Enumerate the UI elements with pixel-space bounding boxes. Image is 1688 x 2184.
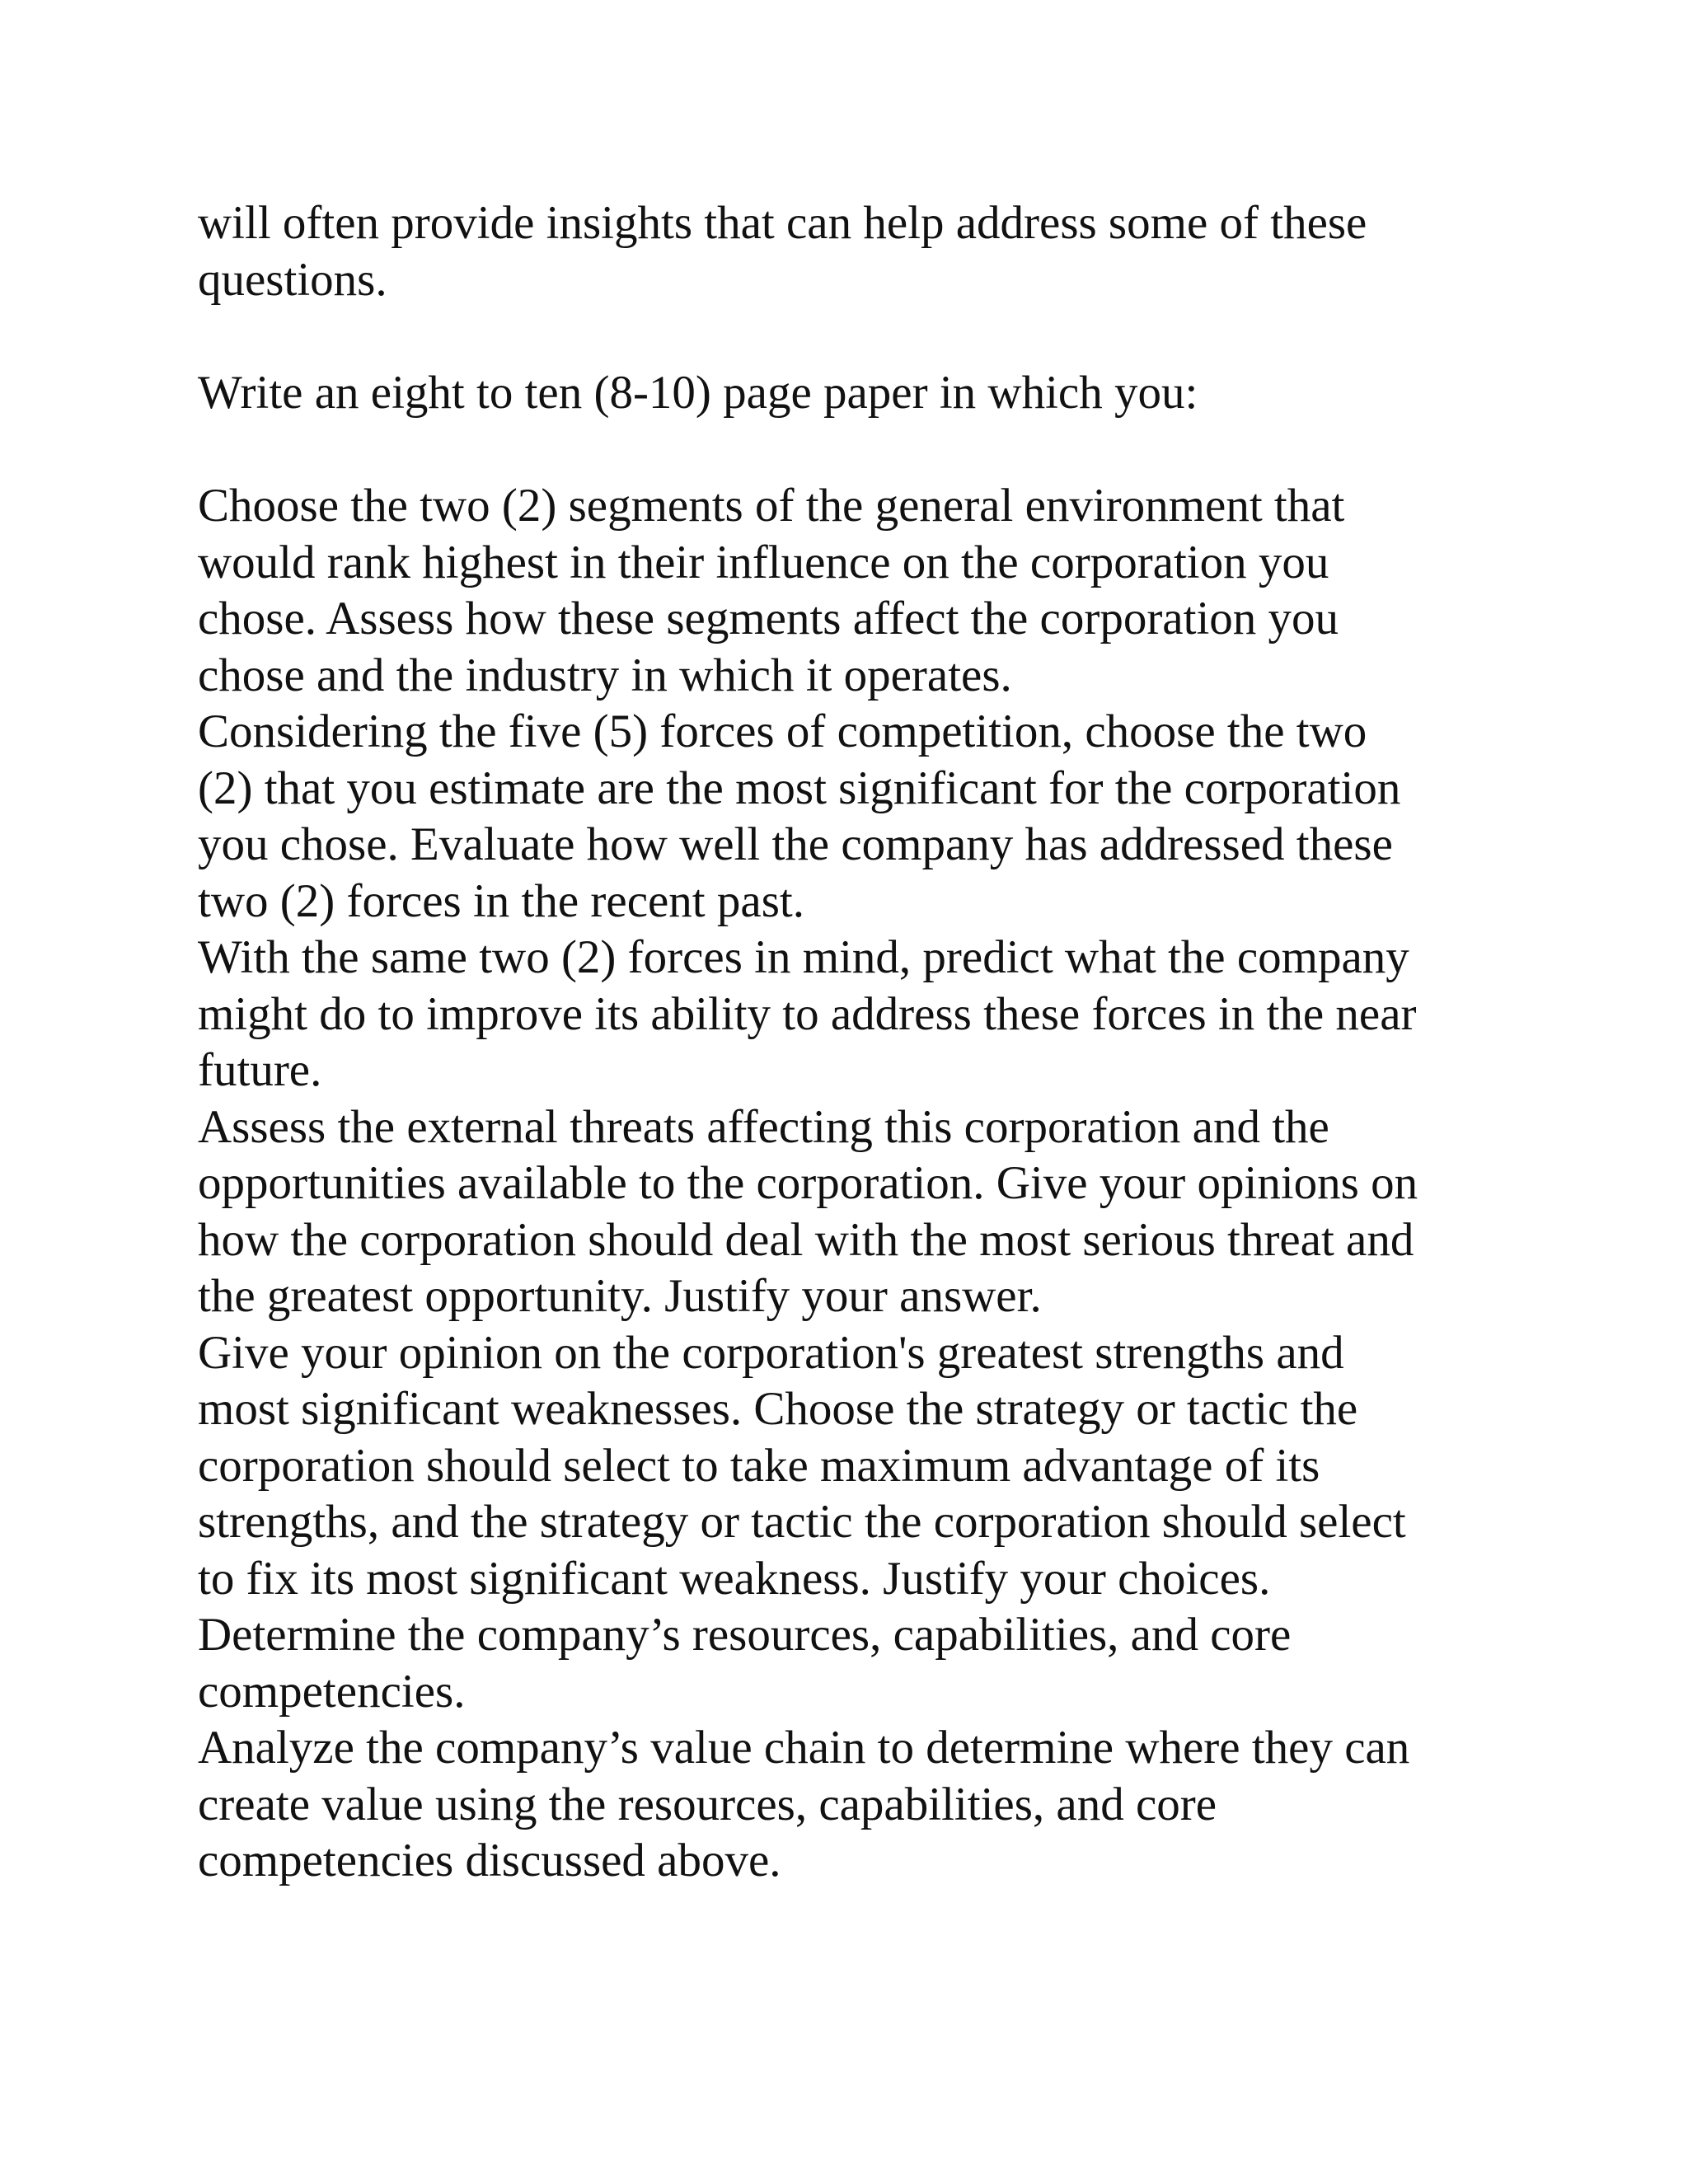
instruction-line: Give your opinion on the corporation's greatest strengths and xyxy=(198,1326,1344,1379)
intro-line: questions. xyxy=(198,253,387,306)
write-instruction: Write an eight to ten (8-10) page paper in which you: xyxy=(198,367,1198,419)
instruction-line: you chose. Evaluate how well the company has addressed these xyxy=(198,818,1393,870)
intro-line: will often provide insights that can help address some of these xyxy=(198,197,1367,249)
instruction-line: opportunities available to the corporation. Give your opinions on xyxy=(198,1157,1418,1209)
instruction-line: chose and the industry in which it operates. xyxy=(198,649,1012,701)
instruction-line: create value using the resources, capabilities, and core xyxy=(198,1778,1217,1830)
instruction-line: how the corporation should deal with the most serious threat and xyxy=(198,1213,1414,1266)
instruction-line: With the same two (2) forces in mind, predict what the company xyxy=(198,931,1409,983)
instruction-line: corporation should select to take maximum advantage of its xyxy=(198,1439,1320,1492)
instruction-line: Choose the two (2) segments of the general environment that xyxy=(198,480,1345,532)
instruction-line: competencies. xyxy=(198,1665,466,1718)
instruction-line: Assess the external threats affecting this corporation and the xyxy=(198,1100,1329,1153)
instruction-line: competencies discussed above. xyxy=(198,1835,781,1886)
instruction-line: Analyze the company’s value chain to determine where they can xyxy=(198,1722,1410,1774)
instruction-item xyxy=(198,1720,1517,1890)
write-instruction-paragraph xyxy=(198,365,1517,422)
instruction-line: to fix its most significant weakness. Justify your choices. xyxy=(198,1552,1271,1605)
instruction-item xyxy=(198,704,1517,930)
instruction-item xyxy=(198,930,1517,1099)
instruction-line: strengths, and the strategy or tactic the corporation should select xyxy=(198,1496,1406,1548)
instruction-line: future. xyxy=(198,1044,322,1096)
instruction-line: most significant weaknesses. Choose the strategy or tactic the xyxy=(198,1383,1358,1435)
instructions-list xyxy=(198,478,1517,1890)
instruction-line: the greatest opportunity. Justify your answer. xyxy=(198,1270,1042,1322)
instruction-item xyxy=(198,478,1517,704)
instruction-line: two (2) forces in the recent past. xyxy=(198,874,804,927)
instruction-item xyxy=(198,1099,1517,1325)
intro-paragraph xyxy=(198,195,1517,308)
instruction-line: might do to improve its ability to address these forces in the near xyxy=(198,987,1417,1040)
instruction-line: Determine the company’s resources, capabilities, and core xyxy=(198,1609,1292,1661)
instruction-line: (2) that you estimate are the most significant for the corporation xyxy=(198,762,1401,814)
instruction-line: would rank highest in their influence on the corporation you xyxy=(198,536,1329,588)
instruction-item xyxy=(198,1325,1517,1608)
instruction-item xyxy=(198,1607,1517,1720)
instruction-line: chose. Assess how these segments affect the corporation you xyxy=(198,593,1339,644)
instruction-line: Considering the five (5) forces of competition, choose the two xyxy=(198,705,1367,757)
